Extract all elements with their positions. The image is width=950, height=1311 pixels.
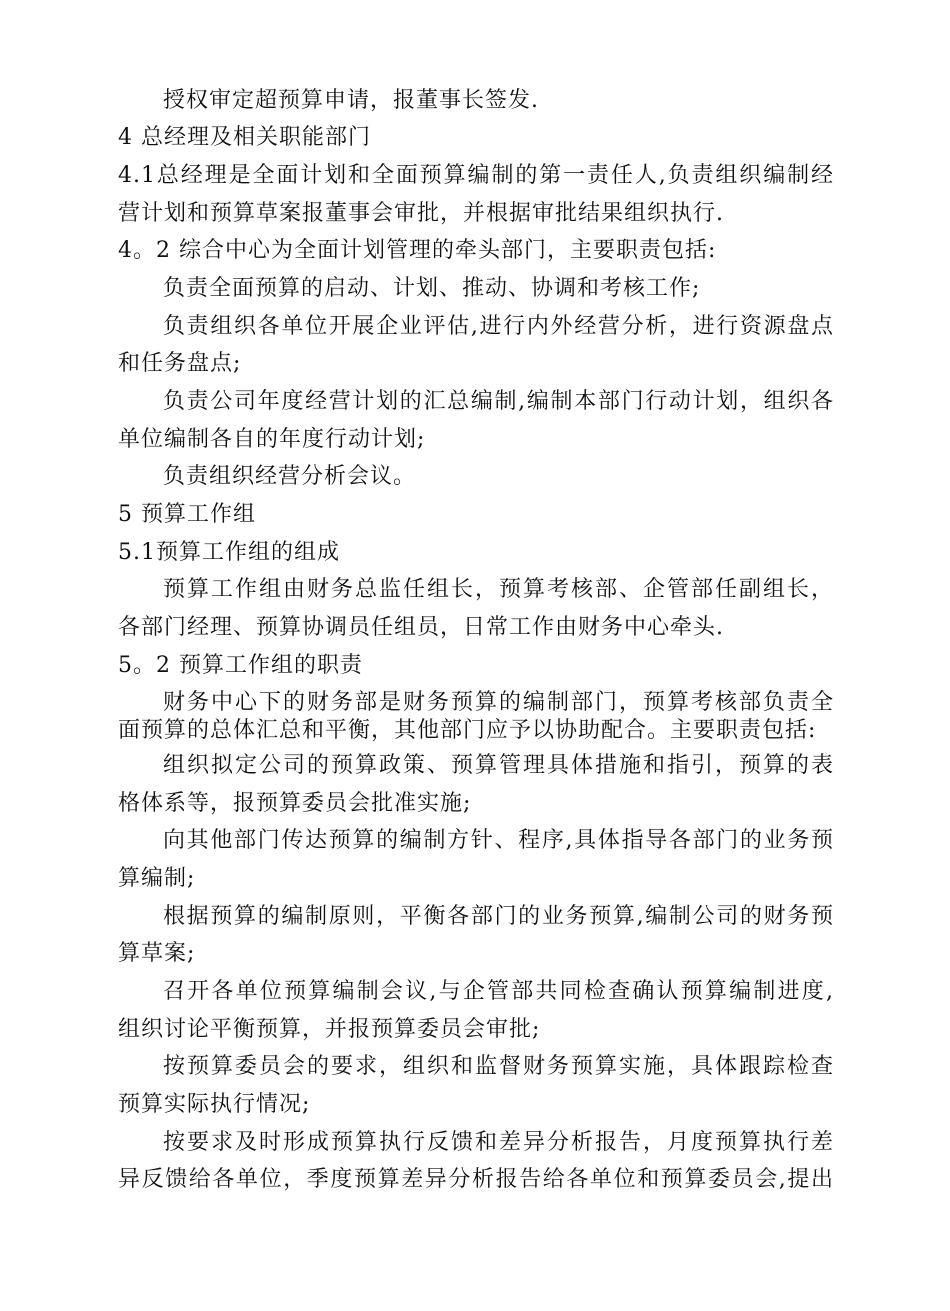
text-line: 授权审定超预算申请，报董事长签发.	[163, 88, 539, 113]
text-line: 和任务盘点;	[118, 351, 242, 376]
text-line: 4.1总经理是全面计划和全面预算编制的第一责任人,负责组织编制经	[118, 163, 834, 188]
text-line: 组织讨论平衡预算，并报预算委员会审批;	[118, 1017, 541, 1042]
text-line: 负责公司年度经营计划的汇总编制,编制本部门行动计划，组织各	[163, 389, 834, 414]
section-heading-4: 4 总经理及相关职能部门	[118, 125, 371, 150]
text-line: 负责全面预算的启动、计划、推动、协调和考核工作;	[163, 276, 701, 301]
subsection-heading-4-2: 4。2 综合中心为全面计划管理的牵头部门，主要职责包括:	[118, 238, 717, 263]
text-line: 召开各单位预算编制会议,与企管部共同检查确认预算编制进度,	[163, 979, 834, 1004]
subsection-heading-5-2: 5。2 预算工作组的职责	[118, 653, 363, 678]
subsection-heading-5-1: 5.1预算工作组的组成	[118, 540, 340, 565]
section-heading-5: 5 预算工作组	[118, 502, 256, 527]
text-line: 组织拟定公司的预算政策、预算管理具体措施和指引，预算的表	[163, 753, 834, 778]
text-line: 异反馈给各单位，季度预算差异分析报告给各单位和预算委员会,提出	[118, 1167, 834, 1192]
text-line: 算草案;	[118, 941, 196, 966]
text-line: 负责组织经营分析会议。	[163, 464, 417, 489]
text-line: 向其他部门传达预算的编制方针、程序,具体指导各部门的业务预	[163, 828, 834, 853]
text-line: 按要求及时形成预算执行反馈和差异分析报告，月度预算执行差	[163, 1130, 834, 1155]
text-line: 根据预算的编制原则，平衡各部门的业务预算,编制公司的财务预	[163, 904, 834, 929]
text-line: 财务中心下的财务部是财务预算的编制部门，预算考核部负责全	[163, 690, 834, 715]
text-line: 负责组织各单位开展企业评估,进行内外经营分析，进行资源盘点	[163, 314, 834, 339]
text-line: 算编制;	[118, 866, 196, 891]
text-line: 格体系等，报预算委员会批准实施;	[118, 791, 472, 816]
text-line: 面预算的总体汇总和平衡，其他部门应予以协助配合。主要职责包括:	[118, 718, 817, 743]
text-line: 预算实际执行情况;	[118, 1092, 311, 1117]
text-line: 预算工作组由财务总监任组长，预算考核部、企管部任副组长，	[163, 577, 834, 602]
text-line: 营计划和预算草案报董事会审批，并根据审批结果组织执行.	[118, 201, 724, 226]
text-line: 按预算委员会的要求，组织和监督财务预算实施，具体跟踪检查	[163, 1054, 834, 1079]
text-line: 单位编制各自的年度行动计划;	[118, 427, 426, 452]
text-line: 各部门经理、预算协调员任组员，日常工作由财务中心牵头.	[118, 615, 724, 640]
